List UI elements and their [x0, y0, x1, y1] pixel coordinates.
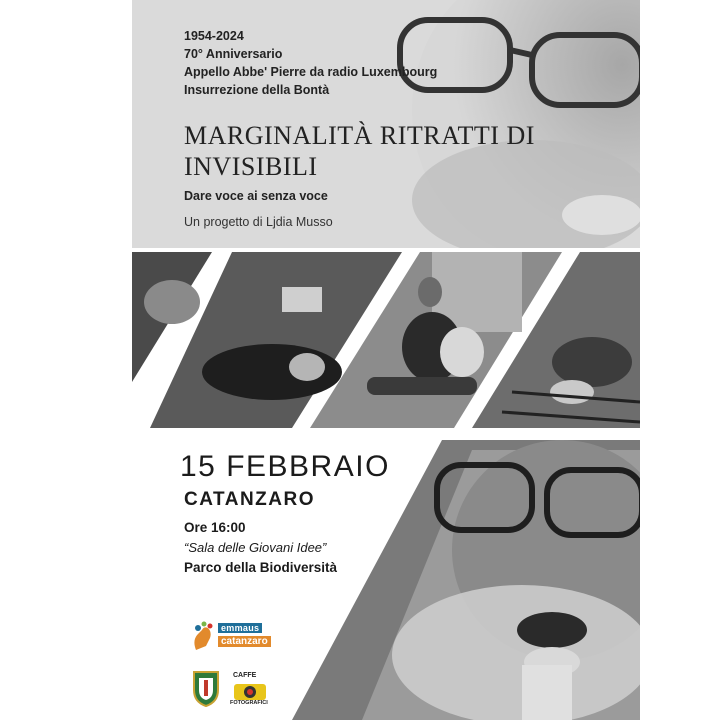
header-insurrection: Insurrezione della Bontà	[184, 83, 330, 97]
event-time: Ore 16:00	[184, 520, 246, 535]
coat-of-arms-icon	[190, 668, 222, 708]
poster-subtitle: Dare voce ai senza voce	[184, 189, 328, 203]
caffe-fotografici-logo	[230, 672, 270, 712]
header-years: 1954-2024	[184, 29, 244, 43]
emmaus-name: emmaus	[218, 623, 262, 633]
header-section	[132, 0, 640, 248]
event-date: 15 FEBBRAIO	[180, 450, 390, 483]
caffe-top-text: CAFFE	[233, 672, 257, 679]
poster-title: MARGINALITÀ RITRATTI DI INVISIBILI	[184, 121, 535, 181]
event-venue: “Sala delle Giovani Idee”	[184, 540, 327, 555]
camera-icon	[230, 680, 270, 702]
emmaus-city: catanzaro	[218, 636, 271, 647]
event-city: CATANZARO	[184, 489, 315, 510]
emmaus-catanzaro-logo	[190, 620, 278, 660]
project-credit: Un progetto di Ljdia Musso	[184, 215, 333, 229]
event-park: Parco della Biodiversità	[184, 560, 338, 575]
caffe-bottom-text: FOTOGRAFICI	[230, 700, 268, 706]
event-poster	[132, 0, 640, 720]
header-anniversary: 70° Anniversario	[184, 47, 283, 61]
photo-strip	[132, 252, 640, 428]
emmaus-hand-icon	[190, 620, 216, 654]
coat-of-arms-logo	[190, 668, 222, 708]
header-appeal: Appello Abbe' Pierre da radio Luxembourg	[184, 65, 438, 79]
